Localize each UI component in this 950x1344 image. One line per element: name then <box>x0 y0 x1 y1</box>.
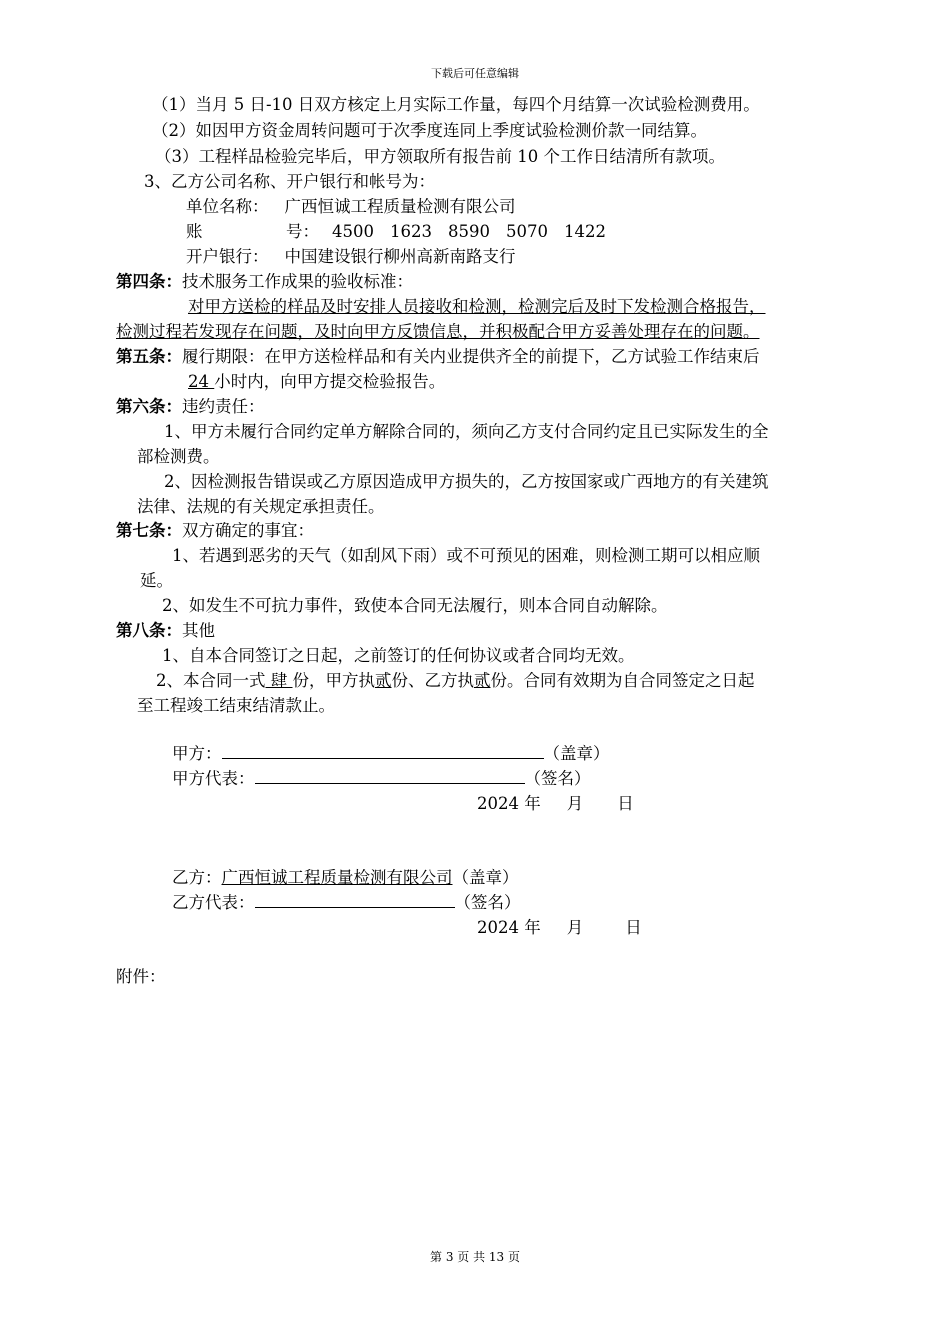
account-group: 8590 <box>448 222 490 241</box>
account-group: 1623 <box>390 222 432 241</box>
article-7-heading <box>116 518 314 543</box>
account-group: 1422 <box>564 222 606 241</box>
party-a-date-year: 2024 年 <box>477 794 541 813</box>
article-4-title: 第四条： <box>116 272 182 291</box>
party-b-rep-blank <box>255 890 455 908</box>
bank-row <box>186 244 516 269</box>
article-8-heading <box>116 618 215 643</box>
article-4-line-1: 对甲方送检的样品及时安排人员接收和检测，检测完后及时下发检测合格报告， <box>188 297 766 316</box>
party-b-value: 广西恒诚工程质量检测有限公司 <box>221 868 453 887</box>
article-7-text: 双方确定的事宜： <box>182 521 314 540</box>
party-a-seal: （盖章） <box>543 744 610 763</box>
article-6-item-1-line-1: 1、甲方未履行合同约定单方解除合同的，须向乙方支付合同约定且已实际发生的全 <box>164 422 769 441</box>
article-4-text: 技术服务工作成果的验收标准： <box>182 272 413 291</box>
account-group: 4500 <box>332 222 374 241</box>
party-b-sign: （签名） <box>454 893 521 912</box>
article-5-line-2 <box>188 369 445 394</box>
article-8-item-2-line-2: 至工程竣工结束结清款止。 <box>137 696 335 715</box>
article-8-item-2-d: 份。合同有效期为自合同签定之日起 <box>490 671 755 690</box>
party-a-date <box>477 791 634 816</box>
company-name-value: 广西恒诚工程质量检测有限公司 <box>284 197 516 216</box>
party-a-rep-row <box>172 766 591 791</box>
party-b-date-day: 日 <box>625 918 642 937</box>
account-group: 5070 <box>506 222 548 241</box>
article-8-text: 其他 <box>182 621 215 640</box>
article-8-item-2-line-1 <box>156 668 755 693</box>
article-4-line-2: 检测过程若发现存在问题，及时向甲方反馈信息，并积极配合甲方妥善处理存在的问题。 <box>116 322 760 341</box>
article-8-copies: 肆 <box>265 671 293 690</box>
party-a-row <box>172 741 610 766</box>
account-label-1: 账 <box>186 222 203 241</box>
account-label-2: 号： <box>286 222 319 241</box>
account-row <box>186 219 606 244</box>
company-name-row <box>186 194 516 219</box>
bank-value: 中国建设银行柳州高新南路支行 <box>284 247 516 266</box>
article-6-item-2-line-1: 2、因检测报告错误或乙方原因造成甲方损失的，乙方按国家或广西地方的有关建筑 <box>164 472 769 491</box>
page-footer: 第 3 页 共 13 页 <box>430 1250 520 1264</box>
party-a-date-month: 月 <box>566 794 584 813</box>
settlement-item-1: （1）当月 5 日-10 日双方核定上月实际工作量，每四个月结算一次试验检测费用。 <box>152 95 760 114</box>
article-5-text: 履行期限：在甲方送检样品和有关内业提供齐全的前提下，乙方试验工作结束后 <box>182 347 760 366</box>
article-5-title: 第五条： <box>116 347 182 366</box>
party-b-date-year: 2024 年 <box>477 918 541 937</box>
company-name-label: 单位名称： <box>186 197 269 216</box>
article-7-title: 第七条： <box>116 521 182 540</box>
party-b-label: 乙方： <box>172 868 222 887</box>
settlement-item-2: （2）如因甲方资金周转问题可于次季度连同上季度试验检测价款一同结算。 <box>152 121 707 140</box>
article-6-item-1-line-2: 部检测费。 <box>137 447 220 466</box>
article-8-copies-b: 贰 <box>474 671 491 690</box>
article-8-item-2-c: 份、乙方执 <box>391 671 474 690</box>
party-a-sign: （签名） <box>524 769 591 788</box>
page-header: 下载后可任意编辑 <box>431 67 519 80</box>
article-4-heading <box>116 269 413 294</box>
party-a-date-day: 日 <box>617 794 634 813</box>
party-b-date-month: 月 <box>566 918 584 937</box>
article-6-heading <box>116 394 265 419</box>
article-8-item-2-b: 份，甲方执 <box>292 671 375 690</box>
article-5-heading <box>116 344 760 369</box>
article-6-text: 违约责任： <box>182 397 265 416</box>
bank-heading: 3、乙方公司名称、开户银行和帐号为： <box>144 172 435 191</box>
party-b-seal: （盖章） <box>452 868 519 887</box>
article-6-item-2-line-2: 法律、法规的有关规定承担责任。 <box>137 497 385 516</box>
article-5-text-2: 小时内，向甲方提交检验报告。 <box>214 372 446 391</box>
attachment-label: 附件： <box>116 967 166 986</box>
settlement-item-3: （3）工程样品检验完毕后，甲方领取所有报告前 10 个工作日结清所有款项。 <box>155 147 725 166</box>
article-8-copies-a: 贰 <box>375 671 392 690</box>
party-a-blank <box>222 741 544 759</box>
article-8-item-2-a: 2、本合同一式 <box>156 671 266 690</box>
article-8-item-1: 1、自本合同签订之日起，之前签订的任何协议或者合同均无效。 <box>162 646 635 665</box>
party-a-rep-label: 甲方代表： <box>172 769 255 788</box>
article-7-item-1-line-1: 1、若遇到恶劣的天气（如刮风下雨）或不可预见的困难，则检测工期可以相应顺 <box>172 546 760 565</box>
article-6-title: 第六条： <box>116 397 182 416</box>
article-7-item-1-line-2: 延。 <box>140 571 173 590</box>
party-a-label: 甲方： <box>172 744 222 763</box>
article-8-title: 第八条： <box>116 621 182 640</box>
party-b-rep-row <box>172 890 521 915</box>
article-5-hours: 24 <box>188 372 215 391</box>
party-b-date <box>477 915 642 940</box>
party-b-rep-label: 乙方代表： <box>172 893 255 912</box>
article-7-item-2: 2、如发生不可抗力事件，致使本合同无法履行，则本合同自动解除。 <box>162 596 668 615</box>
party-a-rep-blank <box>255 766 525 784</box>
party-b-row <box>172 865 519 890</box>
bank-label: 开户银行： <box>186 247 269 266</box>
